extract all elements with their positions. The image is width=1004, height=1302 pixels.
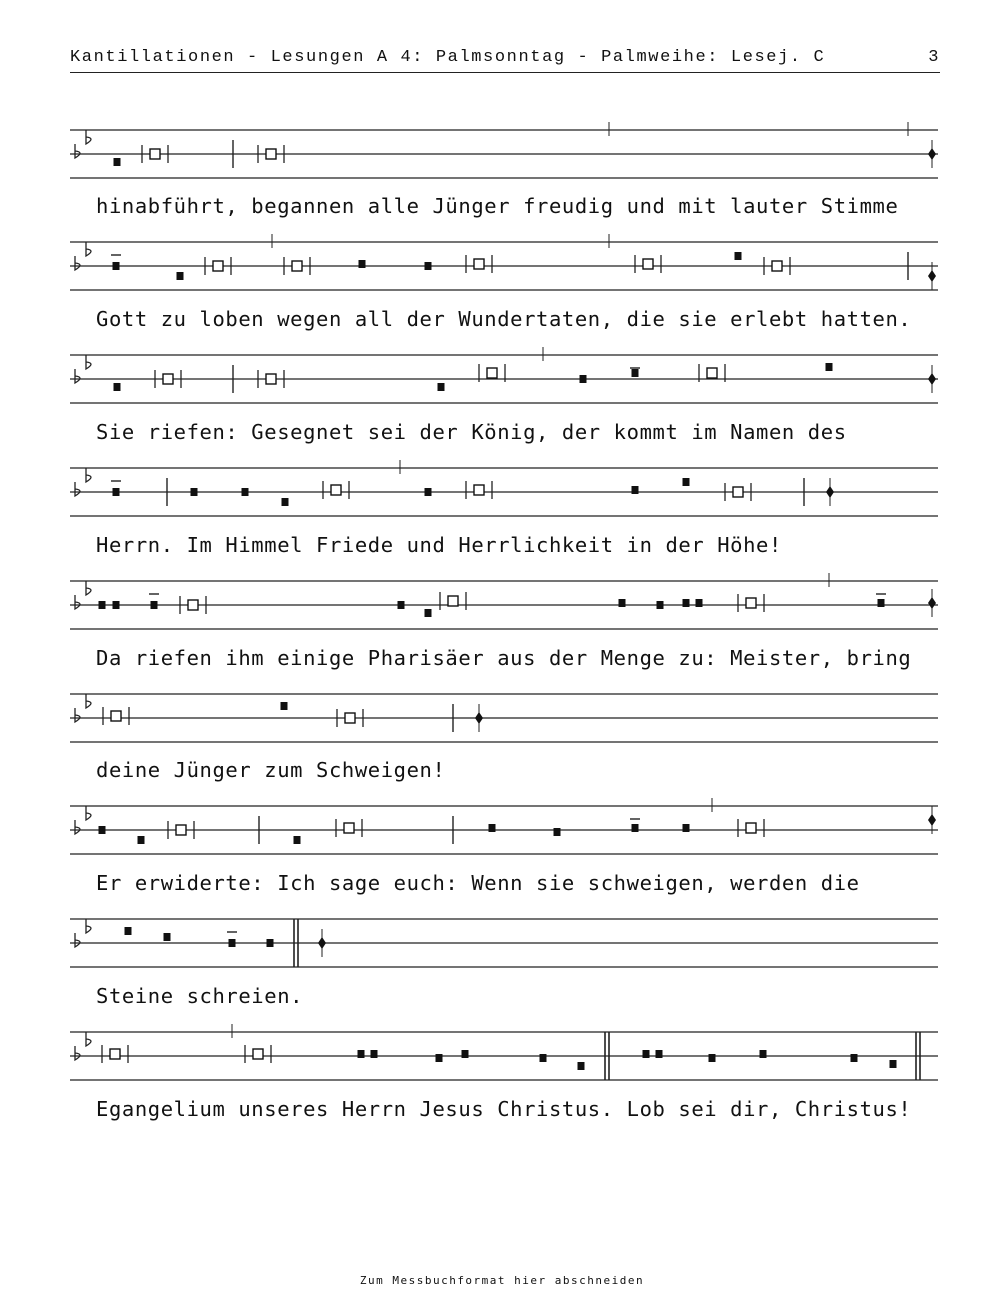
page-header	[70, 48, 940, 73]
reciting-note	[163, 374, 173, 384]
flat-clef-icon	[75, 256, 80, 270]
chant-note	[242, 488, 249, 496]
chant-note	[656, 1050, 663, 1058]
chant-note	[438, 383, 445, 391]
lyric-line-7: Er erwiderte: Ich sage euch: Wenn sie schweigen, werden die	[96, 871, 860, 895]
chant-note	[99, 826, 106, 834]
header-title: Kantillationen - Lesungen A 4: Palmsonntag - Palmweihe: Lesej. C	[70, 48, 826, 67]
final-diamond-note	[318, 937, 326, 949]
chant-note	[113, 488, 120, 496]
chant-note	[890, 1060, 897, 1068]
flat-clef-icon	[86, 806, 91, 820]
chant-note	[138, 836, 145, 844]
chant-note	[657, 601, 664, 609]
reciting-note	[746, 823, 756, 833]
final-diamond-note	[928, 597, 936, 609]
chant-note	[99, 601, 106, 609]
chant-note	[462, 1050, 469, 1058]
flat-clef-icon	[75, 820, 80, 834]
reciting-note	[331, 485, 341, 495]
final-diamond-note	[928, 373, 936, 385]
flat-clef-icon	[75, 708, 80, 722]
flat-clef-icon	[86, 130, 91, 144]
reciting-note	[111, 711, 121, 721]
chant-note	[281, 702, 288, 710]
reciting-note	[188, 600, 198, 610]
final-diamond-note	[475, 712, 483, 724]
chant-note	[371, 1050, 378, 1058]
reciting-note	[448, 596, 458, 606]
chant-note	[554, 828, 561, 836]
lyric-line-6: deine Jünger zum Schweigen!	[96, 758, 446, 782]
lyric-line-4: Herrn. Im Himmel Friede und Herrlichkeit in der Höhe!	[96, 533, 782, 557]
final-diamond-note	[928, 814, 936, 826]
chant-note	[643, 1050, 650, 1058]
chant-note	[489, 824, 496, 832]
reciting-note	[474, 259, 484, 269]
flat-clef-icon	[75, 933, 80, 947]
chant-note	[114, 383, 121, 391]
reciting-note	[772, 261, 782, 271]
chant-note	[436, 1054, 443, 1062]
chant-note	[578, 1062, 585, 1070]
chant-note	[619, 599, 626, 607]
flat-clef-icon	[86, 355, 91, 369]
chant-note	[425, 262, 432, 270]
chant-note	[760, 1050, 767, 1058]
chant-note	[359, 260, 366, 268]
reciting-note	[345, 713, 355, 723]
staff-2	[0, 232, 1004, 292]
staff-4	[0, 458, 1004, 518]
reciting-note	[487, 368, 497, 378]
chant-note	[229, 939, 236, 947]
chant-note	[113, 601, 120, 609]
flat-clef-icon	[75, 369, 80, 383]
reciting-note	[110, 1049, 120, 1059]
final-diamond-note	[826, 486, 834, 498]
chant-note	[632, 486, 639, 494]
staff-5	[0, 571, 1004, 631]
staff-7	[0, 796, 1004, 856]
reciting-note	[733, 487, 743, 497]
chant-note	[425, 488, 432, 496]
chant-note	[267, 939, 274, 947]
staff-8	[0, 909, 1004, 969]
reciting-note	[253, 1049, 263, 1059]
reciting-note	[292, 261, 302, 271]
page-number: 3	[928, 48, 940, 67]
chant-note	[735, 252, 742, 260]
lyric-line-9: Egangelium unseres Herrn Jesus Christus. Lob sei dir, Christus!	[96, 1097, 912, 1121]
final-diamond-note	[928, 148, 936, 160]
chant-note	[696, 599, 703, 607]
reciting-note	[707, 368, 717, 378]
chant-note	[294, 836, 301, 844]
chant-note	[113, 262, 120, 270]
staff-3	[0, 345, 1004, 405]
cut-here-note: Zum Messbuchformat hier abschneiden	[359, 1274, 645, 1287]
chant-note	[191, 488, 198, 496]
lyric-line-2: Gott zu loben wegen all der Wundertaten, die sie erlebt hatten.	[96, 307, 912, 331]
final-diamond-note	[928, 270, 936, 282]
reciting-note	[150, 149, 160, 159]
reciting-note	[176, 825, 186, 835]
flat-clef-icon	[86, 694, 91, 708]
reciting-note	[266, 149, 276, 159]
reciting-note	[746, 598, 756, 608]
chant-note	[826, 363, 833, 371]
chant-note	[851, 1054, 858, 1062]
chant-note	[282, 498, 289, 506]
chant-note	[683, 824, 690, 832]
flat-clef-icon	[75, 144, 80, 158]
staff-9	[0, 1022, 1004, 1082]
chant-note	[683, 478, 690, 486]
lyric-line-1: hinabführt, begannen alle Jünger freudig und mit lauter Stimme	[96, 194, 899, 218]
flat-clef-icon	[75, 482, 80, 496]
reciting-note	[344, 823, 354, 833]
chant-note	[164, 933, 171, 941]
flat-clef-icon	[86, 581, 91, 595]
chant-note	[632, 369, 639, 377]
chant-note	[632, 824, 639, 832]
chant-note	[398, 601, 405, 609]
chant-note	[151, 601, 158, 609]
lyric-line-5: Da riefen ihm einige Pharisäer aus der Menge zu: Meister, bring	[96, 646, 912, 670]
chant-note	[425, 609, 432, 617]
chant-note	[878, 599, 885, 607]
lyric-line-8: Steine schreien.	[96, 984, 304, 1008]
chant-note	[540, 1054, 547, 1062]
lyric-line-3: Sie riefen: Gesegnet sei der König, der kommt im Namen des	[96, 420, 847, 444]
reciting-note	[474, 485, 484, 495]
staff-1	[0, 120, 1004, 180]
chant-note	[177, 272, 184, 280]
staff-6	[0, 684, 1004, 744]
flat-clef-icon	[86, 919, 91, 933]
flat-clef-icon	[86, 242, 91, 256]
chant-note	[683, 599, 690, 607]
flat-clef-icon	[75, 1046, 80, 1060]
flat-clef-icon	[86, 1032, 91, 1046]
reciting-note	[643, 259, 653, 269]
chant-note	[114, 158, 121, 166]
chant-note	[358, 1050, 365, 1058]
chant-note	[125, 927, 132, 935]
chant-note	[709, 1054, 716, 1062]
flat-clef-icon	[86, 468, 91, 482]
flat-clef-icon	[75, 595, 80, 609]
chant-note	[580, 375, 587, 383]
reciting-note	[213, 261, 223, 271]
reciting-note	[266, 374, 276, 384]
